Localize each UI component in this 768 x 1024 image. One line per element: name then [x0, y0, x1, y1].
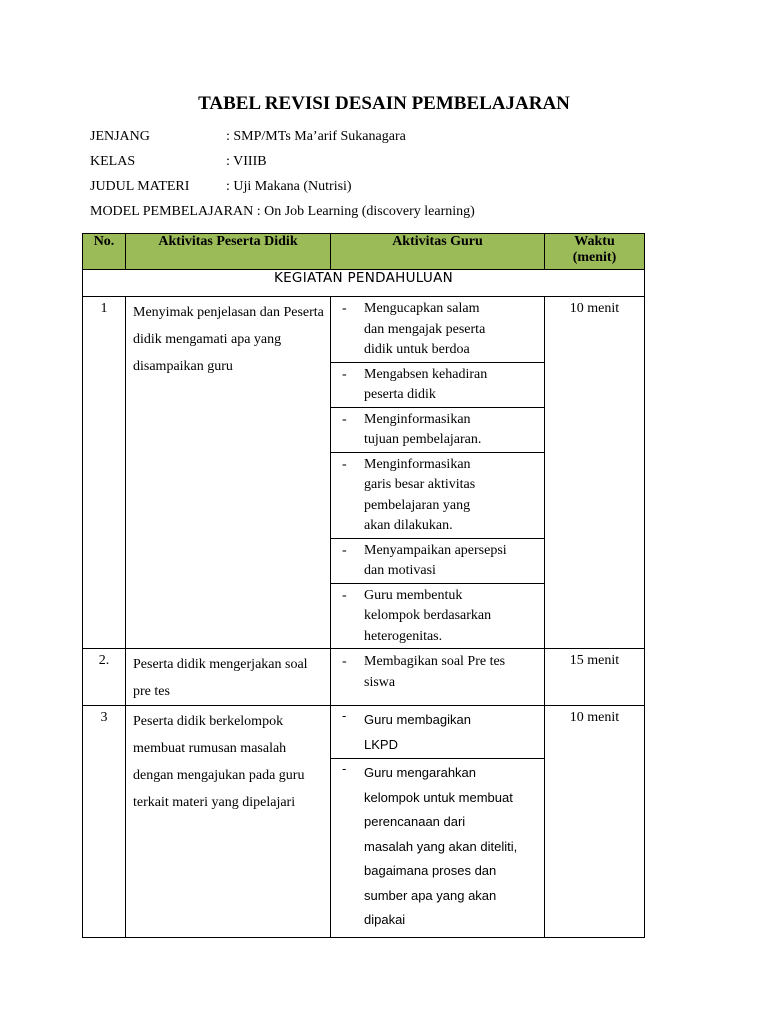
guru-item-text	[364, 541, 538, 582]
guru-item	[331, 408, 544, 453]
guru-item	[331, 539, 544, 584]
guru-line: Membagikan soal Pre tes	[364, 654, 506, 669]
row-peserta: Peserta didik berkelompok membuat rumusan masalah dengan mengajukan pada guru terkait materi yang dipelajari	[126, 706, 331, 938]
guru-item-text	[364, 365, 538, 406]
meta-row-kelas	[90, 151, 475, 176]
guru-line: perencanaan dari	[364, 814, 466, 829]
guru-item-text	[364, 455, 538, 537]
dash-bullet: -	[342, 761, 347, 776]
dash-bullet: -	[342, 456, 347, 472]
guru-line: masalah yang akan diteliti,	[364, 838, 518, 854]
header-waktu-line2: (menit)	[572, 250, 617, 265]
row-guru	[331, 706, 545, 938]
document-meta	[90, 126, 475, 226]
table-header-row	[83, 234, 645, 270]
activity-table	[82, 233, 645, 938]
meta-value-judul: : Uji Makana (Nutrisi)	[226, 179, 352, 194]
header-waktu-line1: Waktu	[574, 234, 615, 249]
guru-line: kelompok berdasarkan	[364, 608, 492, 623]
header-guru: Aktivitas Guru	[331, 234, 545, 270]
guru-line: Guru membentuk	[364, 587, 463, 603]
header-no: No.	[83, 234, 126, 270]
section-row	[83, 270, 645, 297]
guru-line: Mengucapkan salam	[364, 301, 480, 316]
guru-item	[331, 297, 544, 363]
guru-line: pembelajaran yang	[364, 497, 471, 513]
table-row	[83, 649, 645, 706]
row-peserta: Menyimak penjelasan dan Peserta didik mengamati apa yang disampaikan guru	[126, 297, 331, 649]
guru-item-text	[364, 299, 538, 361]
guru-line: sumber apa yang akan	[364, 887, 497, 903]
row-no: 2.	[83, 649, 126, 706]
header-peserta: Aktivitas Peserta Didik	[126, 234, 331, 270]
guru-line: dan motivasi	[364, 563, 436, 578]
dash-bullet: -	[342, 587, 347, 603]
guru-line: siswa	[364, 675, 396, 690]
guru-line: garis besar aktivitas	[364, 477, 476, 492]
guru-item-text	[364, 761, 538, 933]
guru-line: didik untuk berdoa	[364, 342, 470, 357]
dash-bullet: -	[342, 708, 347, 723]
guru-line: tujuan pembelajaran.	[364, 432, 482, 447]
row-waktu: 15 menit	[545, 649, 645, 706]
guru-item	[331, 453, 544, 539]
guru-line: Mengabsen kehadiran	[364, 366, 488, 382]
section-title: KEGIATAN PENDAHULUAN	[83, 270, 645, 297]
guru-line: akan dilakukan.	[364, 518, 453, 533]
guru-item-text	[364, 586, 538, 648]
guru-item	[331, 363, 544, 408]
guru-line: dan mengajak peserta	[364, 321, 486, 337]
row-peserta: Peserta didik mengerjakan soal pre tes	[126, 649, 331, 706]
guru-item-text	[364, 708, 538, 757]
row-no: 1	[83, 297, 126, 649]
row-guru	[331, 297, 545, 649]
guru-line: LKPD	[364, 736, 398, 752]
guru-line: dipakai	[364, 912, 406, 927]
dash-bullet: -	[342, 301, 347, 316]
meta-row-judul	[90, 176, 475, 201]
document-title: TABEL REVISI DESAIN PEMBELAJARAN	[198, 93, 570, 114]
meta-label-kelas: KELAS	[90, 154, 136, 169]
row-no: 3	[83, 706, 126, 938]
guru-item	[331, 649, 544, 701]
row-waktu: 10 menit	[545, 297, 645, 649]
meta-row-jenjang	[90, 126, 475, 151]
guru-line: heterogenitas.	[364, 628, 443, 644]
table-row	[83, 706, 645, 938]
guru-line: Guru mengarahkan	[364, 765, 477, 780]
meta-label-jenjang: JENJANG	[90, 129, 150, 144]
meta-label-judul: JUDUL MATERI	[90, 179, 190, 194]
guru-line: Menginformasikan	[364, 456, 471, 472]
guru-line: Menyampaikan apersepsi	[364, 542, 507, 558]
guru-line: kelompok untuk membuat	[364, 789, 513, 805]
guru-item	[331, 706, 544, 759]
guru-item	[331, 584, 544, 649]
dash-bullet: -	[342, 654, 347, 669]
guru-line: Menginformasikan	[364, 411, 471, 427]
meta-value-jenjang: : SMP/MTs Ma’arif Sukanagara	[226, 129, 406, 144]
dash-bullet: -	[342, 411, 347, 427]
meta-model-line: MODEL PEMBELAJARAN : On Job Learning (discovery learning)	[90, 204, 475, 219]
dash-bullet: -	[342, 366, 347, 382]
dash-bullet: -	[342, 542, 347, 558]
guru-item-text	[364, 651, 538, 693]
row-waktu: 10 menit	[545, 706, 645, 938]
row-guru	[331, 649, 545, 706]
guru-item	[331, 759, 544, 937]
meta-row-model	[90, 201, 475, 226]
header-waktu	[545, 234, 645, 270]
guru-item-text	[364, 410, 538, 451]
table-row	[83, 297, 645, 649]
guru-line: Guru membagikan	[364, 712, 471, 727]
guru-line: bagaimana proses dan	[364, 863, 497, 878]
meta-value-kelas: : VIIIB	[226, 154, 267, 169]
guru-line: peserta didik	[364, 387, 436, 402]
